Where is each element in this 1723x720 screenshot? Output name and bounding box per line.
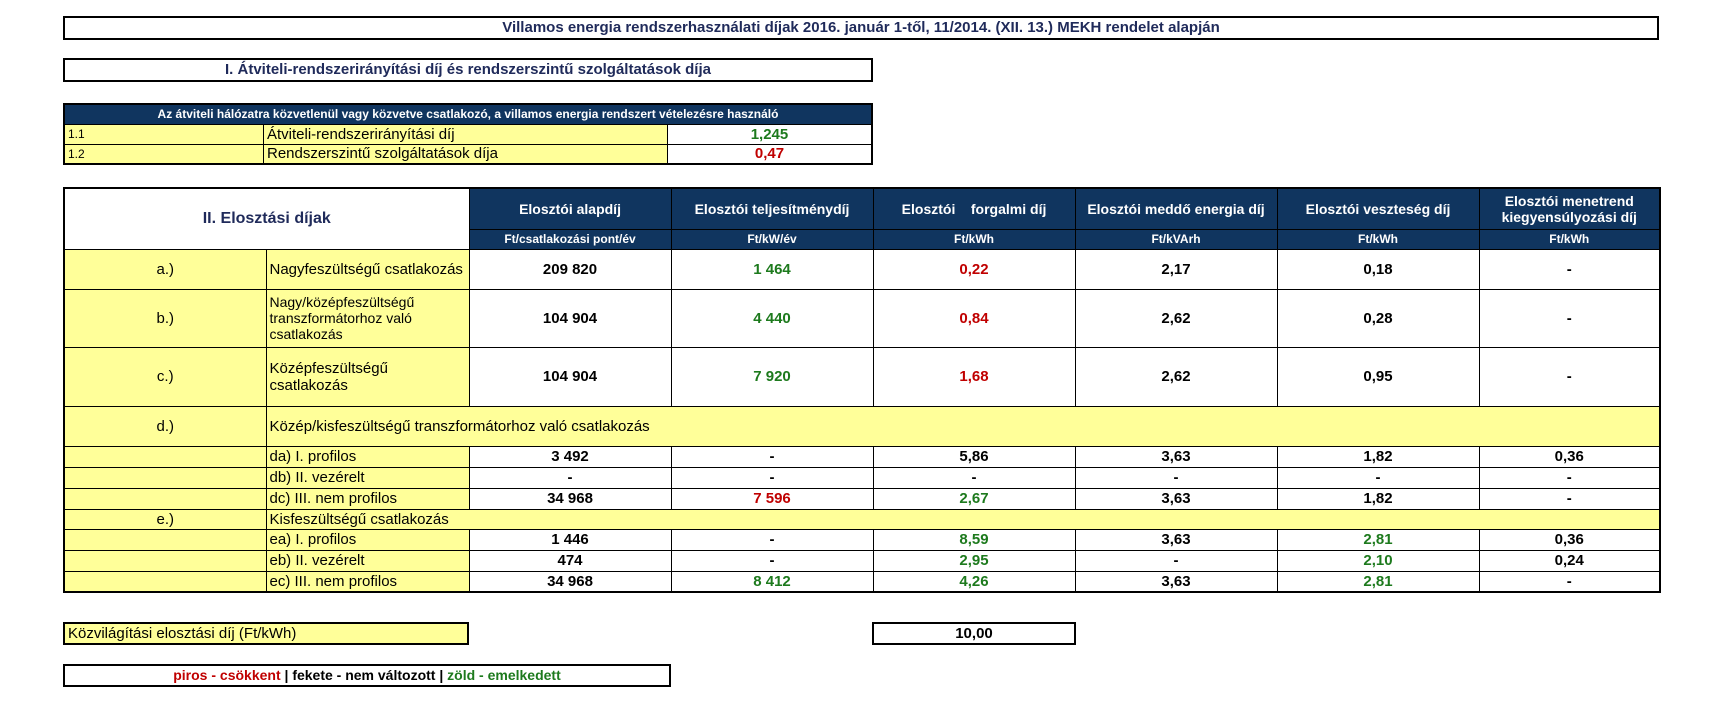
legend-unchanged: fekete - nem változott (292, 667, 436, 683)
cell-forgalmi-dij: 1,68 (873, 347, 1075, 406)
section2-table (63, 187, 1661, 593)
cell-meddo-energia-dij: 3,63 (1075, 571, 1277, 592)
cell-menetrend-dij: - (1479, 289, 1660, 347)
cell-forgalmi-dij: 0,84 (873, 289, 1075, 347)
color-legend (63, 664, 671, 687)
row-label: Középfeszültségű csatlakozás (266, 347, 469, 406)
cell-meddo-energia-dij: 2,17 (1075, 249, 1277, 289)
cell-menetrend-dij: - (1479, 347, 1660, 406)
cell-alapdij: 209 820 (469, 249, 671, 289)
cell-menetrend-dij: - (1479, 467, 1660, 488)
cell-alapdij: 474 (469, 550, 671, 571)
column-unit: Ft/kVArh (1075, 229, 1277, 249)
row-label: Átviteli-rendszerirányítási díj (263, 124, 667, 144)
row-code: 1.1 (64, 124, 263, 144)
table-row (64, 529, 1660, 550)
cell-veszteseg-dij: 0,18 (1277, 249, 1479, 289)
table-row (64, 289, 1660, 347)
cell-meddo-energia-dij: 2,62 (1075, 347, 1277, 406)
table-row (64, 347, 1660, 406)
cell-veszteseg-dij: 2,10 (1277, 550, 1479, 571)
cell-teljesitmenydij: 7 596 (671, 488, 873, 509)
row-label: db) II. vezérelt (266, 467, 469, 488)
row-code: d.) (64, 406, 266, 446)
row-label: eb) II. vezérelt (266, 550, 469, 571)
cell-veszteseg-dij: 1,82 (1277, 446, 1479, 467)
cell-alapdij: 34 968 (469, 488, 671, 509)
row-label: dc) III. nem profilos (266, 488, 469, 509)
cell-meddo-energia-dij: 3,63 (1075, 529, 1277, 550)
cell-menetrend-dij: 0,36 (1479, 529, 1660, 550)
row-label: Nagyfeszültségű csatlakozás (266, 249, 469, 289)
table-row (64, 509, 1660, 529)
cell-veszteseg-dij: 0,95 (1277, 347, 1479, 406)
column-header: Elosztói teljesítménydíj (671, 188, 873, 229)
cell-menetrend-dij: 0,36 (1479, 446, 1660, 467)
column-header: Elosztói alapdíj (469, 188, 671, 229)
cell-teljesitmenydij: - (671, 550, 873, 571)
cell-teljesitmenydij: - (671, 446, 873, 467)
legend-decrease: piros - csökkent (173, 667, 281, 683)
table-row (64, 249, 1660, 289)
legend-separator: | (284, 667, 289, 683)
cell-forgalmi-dij: 2,95 (873, 550, 1075, 571)
table-row (64, 571, 1660, 592)
cell-alapdij: 104 904 (469, 289, 671, 347)
cell-alapdij: - (469, 467, 671, 488)
row-value: 0,47 (667, 144, 872, 164)
cell-forgalmi-dij: 4,26 (873, 571, 1075, 592)
legend-separator: | (439, 667, 444, 683)
column-unit: Ft/kWh (1479, 229, 1660, 249)
section1-header: Az átviteli hálózatra közvetlenül vagy közvetve csatlakozó, a villamos energia rendszert vételezésre használó (64, 104, 872, 124)
table-row (64, 406, 1660, 446)
cell-meddo-energia-dij: 3,63 (1075, 446, 1277, 467)
cell-veszteseg-dij: 1,82 (1277, 488, 1479, 509)
row-code: a.) (64, 249, 266, 289)
cell-teljesitmenydij: 1 464 (671, 249, 873, 289)
row-code: e.) (64, 509, 266, 529)
cell-veszteseg-dij: 2,81 (1277, 571, 1479, 592)
column-unit: Ft/csatlakozási pont/év (469, 229, 671, 249)
section2-title: II. Elosztási díjak (64, 188, 469, 249)
row-value: 1,245 (667, 124, 872, 144)
table-row (64, 467, 1660, 488)
cell-menetrend-dij: - (1479, 571, 1660, 592)
row-label: ea) I. profilos (266, 529, 469, 550)
row-label: Nagy/középfeszültségű transzformátorhoz való csatlakozás (266, 289, 469, 347)
cell-meddo-energia-dij: 3,63 (1075, 488, 1277, 509)
kozvilagitas-label: Közvilágítási elosztási díj (Ft/kWh) (63, 622, 469, 645)
table-row (64, 488, 1660, 509)
cell-forgalmi-dij: - (873, 467, 1075, 488)
legend-increase: zöld - emelkedett (447, 667, 561, 683)
cell-teljesitmenydij: 8 412 (671, 571, 873, 592)
column-header: Elosztói meddő energia díj (1075, 188, 1277, 229)
cell-menetrend-dij: - (1479, 249, 1660, 289)
cell-forgalmi-dij: 2,67 (873, 488, 1075, 509)
row-label: Rendszerszintű szolgáltatások díja (263, 144, 667, 164)
cell-meddo-energia-dij: - (1075, 550, 1277, 571)
cell-alapdij: 34 968 (469, 571, 671, 592)
cell-forgalmi-dij: 5,86 (873, 446, 1075, 467)
cell-menetrend-dij: 0,24 (1479, 550, 1660, 571)
kozvilagitas-value: 10,00 (872, 622, 1076, 645)
cell-forgalmi-dij: 0,22 (873, 249, 1075, 289)
page-title: Villamos energia rendszerhasználati díjak 2016. január 1-től, 11/2014. (XII. 13.) MEKH rendelet alapján (63, 16, 1659, 40)
row-label: ec) III. nem profilos (266, 571, 469, 592)
row-code: b.) (64, 289, 266, 347)
cell-teljesitmenydij: - (671, 529, 873, 550)
row-label: Közép/kisfeszültségű transzformátorhoz való csatlakozás (266, 406, 1660, 446)
table-row (64, 446, 1660, 467)
cell-teljesitmenydij: - (671, 467, 873, 488)
cell-veszteseg-dij: 0,28 (1277, 289, 1479, 347)
row-code: 1.2 (64, 144, 263, 164)
table-row (64, 124, 872, 144)
cell-teljesitmenydij: 7 920 (671, 347, 873, 406)
row-label: da) I. profilos (266, 446, 469, 467)
column-header: Elosztói menetrend kiegyensúlyozási díj (1479, 188, 1660, 229)
cell-forgalmi-dij: 8,59 (873, 529, 1075, 550)
section1-table (63, 103, 873, 165)
row-label: Kisfeszültségű csatlakozás (266, 509, 1660, 529)
cell-menetrend-dij: - (1479, 488, 1660, 509)
table-row (64, 550, 1660, 571)
column-header: Elosztói forgalmi díj (873, 188, 1075, 229)
column-unit: Ft/kWh (1277, 229, 1479, 249)
cell-veszteseg-dij: - (1277, 467, 1479, 488)
cell-teljesitmenydij: 4 440 (671, 289, 873, 347)
cell-meddo-energia-dij: 2,62 (1075, 289, 1277, 347)
row-code: c.) (64, 347, 266, 406)
column-unit: Ft/kW/év (671, 229, 873, 249)
section1-title: I. Átviteli-rendszerirányítási díj és rendszerszintű szolgáltatások díja (63, 58, 873, 82)
cell-alapdij: 3 492 (469, 446, 671, 467)
cell-meddo-energia-dij: - (1075, 467, 1277, 488)
cell-veszteseg-dij: 2,81 (1277, 529, 1479, 550)
table-row (64, 144, 872, 164)
cell-alapdij: 104 904 (469, 347, 671, 406)
cell-alapdij: 1 446 (469, 529, 671, 550)
column-header: Elosztói veszteség díj (1277, 188, 1479, 229)
column-unit: Ft/kWh (873, 229, 1075, 249)
